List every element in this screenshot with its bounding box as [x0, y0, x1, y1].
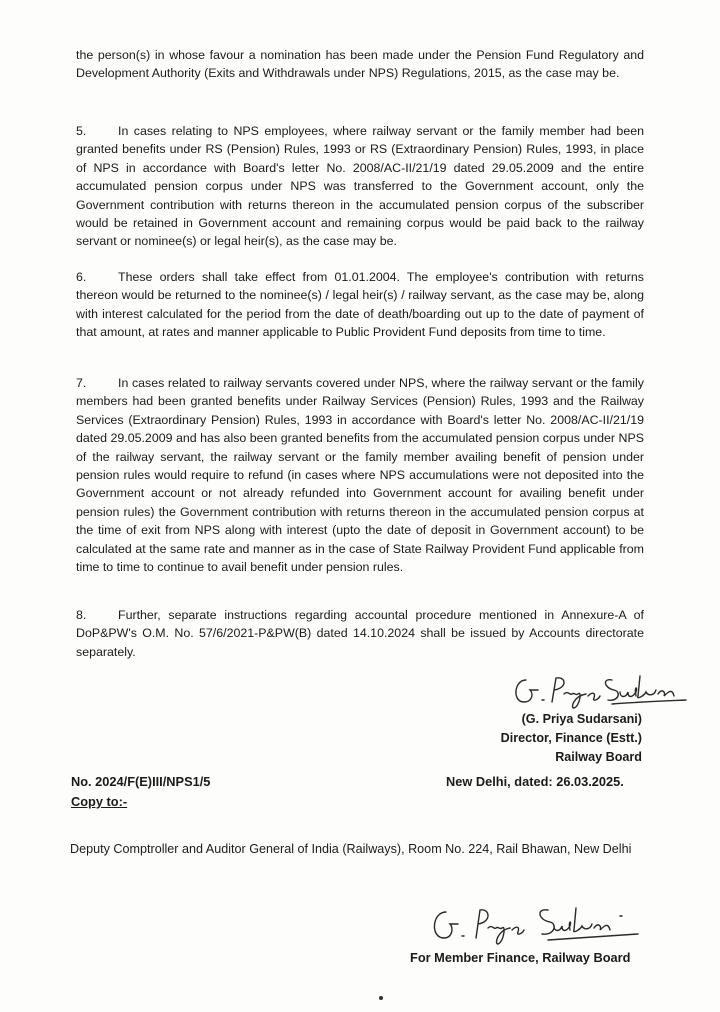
paragraph-5-text: In cases relating to NPS employees, where railway servant or the family member had been granted benefits under RS (Pension) Rules, 1993 or RS (Extraordinary Pension) Rules, 1993, in place of NPS in accordance with Board's letter No. 2008/AC-II/21/19 dated 29.05.2009 and the entire accumulated pension corpus under NPS was transferred to the Government account, only the Government contribution with returns thereon in the accumulated pension corpus of the subscriber would be retained in Government account and remaining corpus would be paid back to the railway servant or nominee(s) or legal heir(s), as the case may be.: [76, 124, 644, 249]
copy-to-heading: Copy to:-: [71, 794, 128, 809]
handwritten-signature-2: [424, 896, 644, 946]
dated-line: [446, 774, 624, 789]
signatory-designation: Director, Finance (Estt.): [500, 731, 642, 745]
copy-recipient: Deputy Comptroller and Auditor General of India (Railways), Room No. 224, Rail Bhawan, New Delhi: [70, 842, 632, 856]
dated-value: 26.03.2025.: [556, 774, 624, 789]
paragraph-8-text: Further, separate instructions regarding accountal procedure mentioned in Annexure-A of DoP&PW's O.M. No. 57/6/2021-P&PW(B) dated 14.10.2024 shall be issued by Accounts directorate separately.: [76, 608, 644, 659]
paragraph-7-number: 7.: [76, 376, 87, 390]
paragraph-intro: the person(s) in whose favour a nomination has been made under the Pension Fund Regulatory and Development Authority (Exits and Withdrawals under NPS) Regulations, 2015, as the case may be.: [76, 48, 644, 81]
paragraph-6-text: These orders shall take effect from 01.01.2004. The employee's contribution with returns thereon would be returned to the nominee(s) / legal heir(s) / railway servant, as the case may be, along with interest calculated for the period from the date of death/boarding out up to the date of payment of that amount, at rates and manner applicable to Public Provident Fund deposits from time to time.: [76, 270, 644, 340]
page-mark: [379, 996, 383, 1000]
paragraph-6: [76, 268, 644, 342]
dated-label: New Delhi, dated:: [446, 774, 553, 789]
paragraph-6-number: 6.: [76, 270, 87, 284]
paragraph-8: [76, 606, 644, 661]
paragraph-5: [76, 122, 644, 251]
signatory-block-1: [501, 710, 642, 767]
reference-number: No. 2024/F(E)III/NPS1/5: [71, 774, 211, 789]
signatory-office: Railway Board: [555, 750, 642, 764]
paragraph-5-number: 5.: [76, 124, 87, 138]
paragraph-7: [76, 374, 644, 576]
paragraph-7-text: In cases related to railway servants covered under NPS, where the railway servant or the family members had been granted benefits under Railway Services (Pension) Rules, 1993 and the Railway Services (Extraordinary Pension) Rules, 1993 in accordance with Board's letter No. 2008/AC-II/21/19 dated 29.05.2009 and has also been granted benefits from the accumulated pension corpus under NPS of the railway servant, the railway servant or the family member availing benefit of pension under pension rules would require to refund (in cases where NPS accumulations were not deposited into the Government account or not already refunded into Government account for availing benefit under pension rules) the Government contribution with returns thereon in the accumulated pension corpus at the time of exit from NPS along with interest (upto the date of deposit in Government account) to be calculated at the same rate and manner as in the case of State Railway Provident Fund applicable from time to time to continue to avail benefit under pension rules.: [76, 376, 644, 575]
for-member-finance-caption: For Member Finance, Railway Board: [410, 950, 631, 965]
handwritten-signature-1: [508, 666, 688, 710]
signatory-name: (G. Priya Sudarsani): [521, 712, 642, 726]
paragraph-8-number: 8.: [76, 608, 87, 622]
